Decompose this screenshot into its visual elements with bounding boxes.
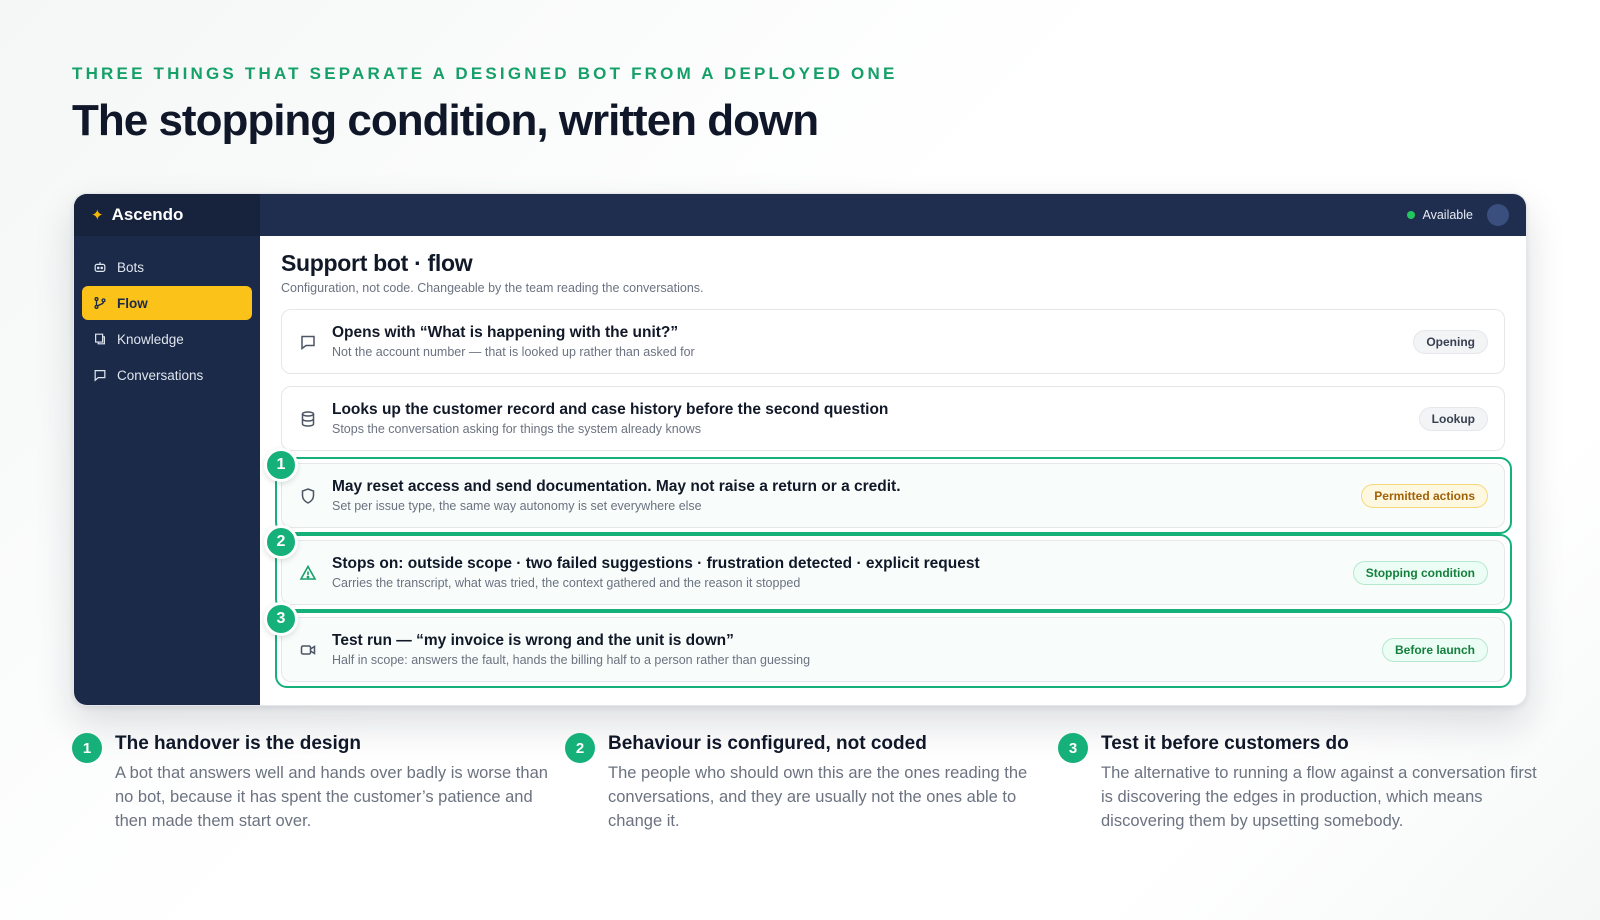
status-label: Available — [1422, 208, 1473, 222]
sidebar-item-label: Knowledge — [117, 331, 184, 347]
step-description: Half in scope: answers the fault, hands the billing half to a person rather than guessing — [332, 653, 811, 667]
sidebar — [74, 194, 260, 705]
sidebar-item-label: Flow — [117, 295, 148, 311]
main-content — [260, 236, 1526, 705]
flow-step-lookup[interactable] — [281, 386, 1505, 451]
sidebar-item-flow[interactable] — [82, 286, 252, 320]
note-body: A bot that answers well and hands over badly is worse than no bot, because it has spent the customer’s patience and then made them start over. — [115, 764, 548, 830]
flow-step-test-run[interactable] — [281, 617, 1505, 682]
note-number: 3 — [1058, 733, 1088, 763]
warning-icon — [299, 564, 317, 582]
sidebar-item-label: Conversations — [117, 367, 204, 383]
sidebar-item-knowledge[interactable] — [82, 322, 252, 356]
note-body: The people who should own this are the ones reading the conversations, and they are usually not the ones able to change it. — [608, 764, 1028, 830]
step-title: Looks up the customer record and case history before the second question — [332, 401, 889, 418]
note-number: 1 — [72, 733, 102, 763]
note-body: The alternative to running a flow against a conversation first is discovering the edges in production, which means discovering them by upsetting somebody. — [1101, 764, 1537, 830]
top-bar — [260, 194, 1526, 236]
status-indicator[interactable] — [1407, 208, 1473, 222]
marker-1: 1 — [264, 448, 298, 482]
step-description: Not the account number — that is looked up rather than asked for — [332, 345, 695, 359]
note-title: Behaviour is configured, not coded — [608, 733, 927, 754]
avatar[interactable] — [1487, 204, 1509, 226]
step-badge: Stopping condition — [1353, 561, 1488, 585]
marker-2: 2 — [264, 525, 298, 559]
note-title: The handover is the design — [115, 733, 361, 754]
sidebar-item-conversations[interactable] — [82, 358, 252, 392]
status-dot-icon — [1407, 211, 1415, 219]
sidebar-nav — [74, 236, 260, 392]
marker-3: 3 — [264, 602, 298, 636]
step-badge: Opening — [1413, 330, 1488, 354]
shield-icon — [299, 487, 317, 505]
sidebar-item-label: Bots — [117, 259, 145, 275]
step-title: Opens with “What is happening with the unit?” — [332, 324, 679, 341]
flow-step-opening[interactable] — [281, 309, 1505, 374]
chat-icon — [299, 333, 317, 351]
brand-name: Ascendo — [111, 205, 184, 224]
page-title: Support bot · flow — [281, 250, 473, 276]
step-title: May reset access and send documentation. May not raise a return or a credit. — [332, 478, 901, 495]
flow-step-permitted-actions[interactable] — [281, 463, 1505, 528]
brand[interactable] — [74, 194, 260, 236]
git-branch-icon — [93, 296, 107, 310]
step-title: Test run — “my invoice is wrong and the unit is down” — [332, 632, 734, 649]
note-title: Test it before customers do — [1101, 733, 1349, 754]
step-badge: Before launch — [1382, 638, 1488, 662]
sidebar-item-bots[interactable] — [82, 250, 252, 284]
note-number: 2 — [565, 733, 595, 763]
step-description: Carries the transcript, what was tried, the context gathered and the reason it stopped — [332, 576, 801, 590]
step-description: Set per issue type, the same way autonomy is set everywhere else — [332, 499, 702, 513]
step-badge: Permitted actions — [1361, 484, 1488, 508]
eyebrow-text: THREE THINGS THAT SEPARATE A DESIGNED BOT FROM A DEPLOYED ONE — [72, 64, 898, 83]
sparkle-icon: ✦ — [91, 207, 104, 224]
video-icon — [299, 641, 317, 659]
page-subtitle: Configuration, not code. Changeable by the team reading the conversations. — [281, 281, 704, 295]
bot-icon — [93, 260, 107, 274]
chat-icon — [93, 368, 107, 382]
page-headline: The stopping condition, written down — [72, 96, 819, 145]
flow-step-stopping-condition[interactable] — [281, 540, 1505, 605]
step-title: Stops on: outside scope · two failed suggestions · frustration detected · explicit request — [332, 555, 980, 572]
book-icon — [93, 332, 107, 346]
step-badge: Lookup — [1419, 407, 1488, 431]
database-icon — [299, 410, 317, 428]
step-description: Stops the conversation asking for things the system already knows — [332, 422, 701, 436]
